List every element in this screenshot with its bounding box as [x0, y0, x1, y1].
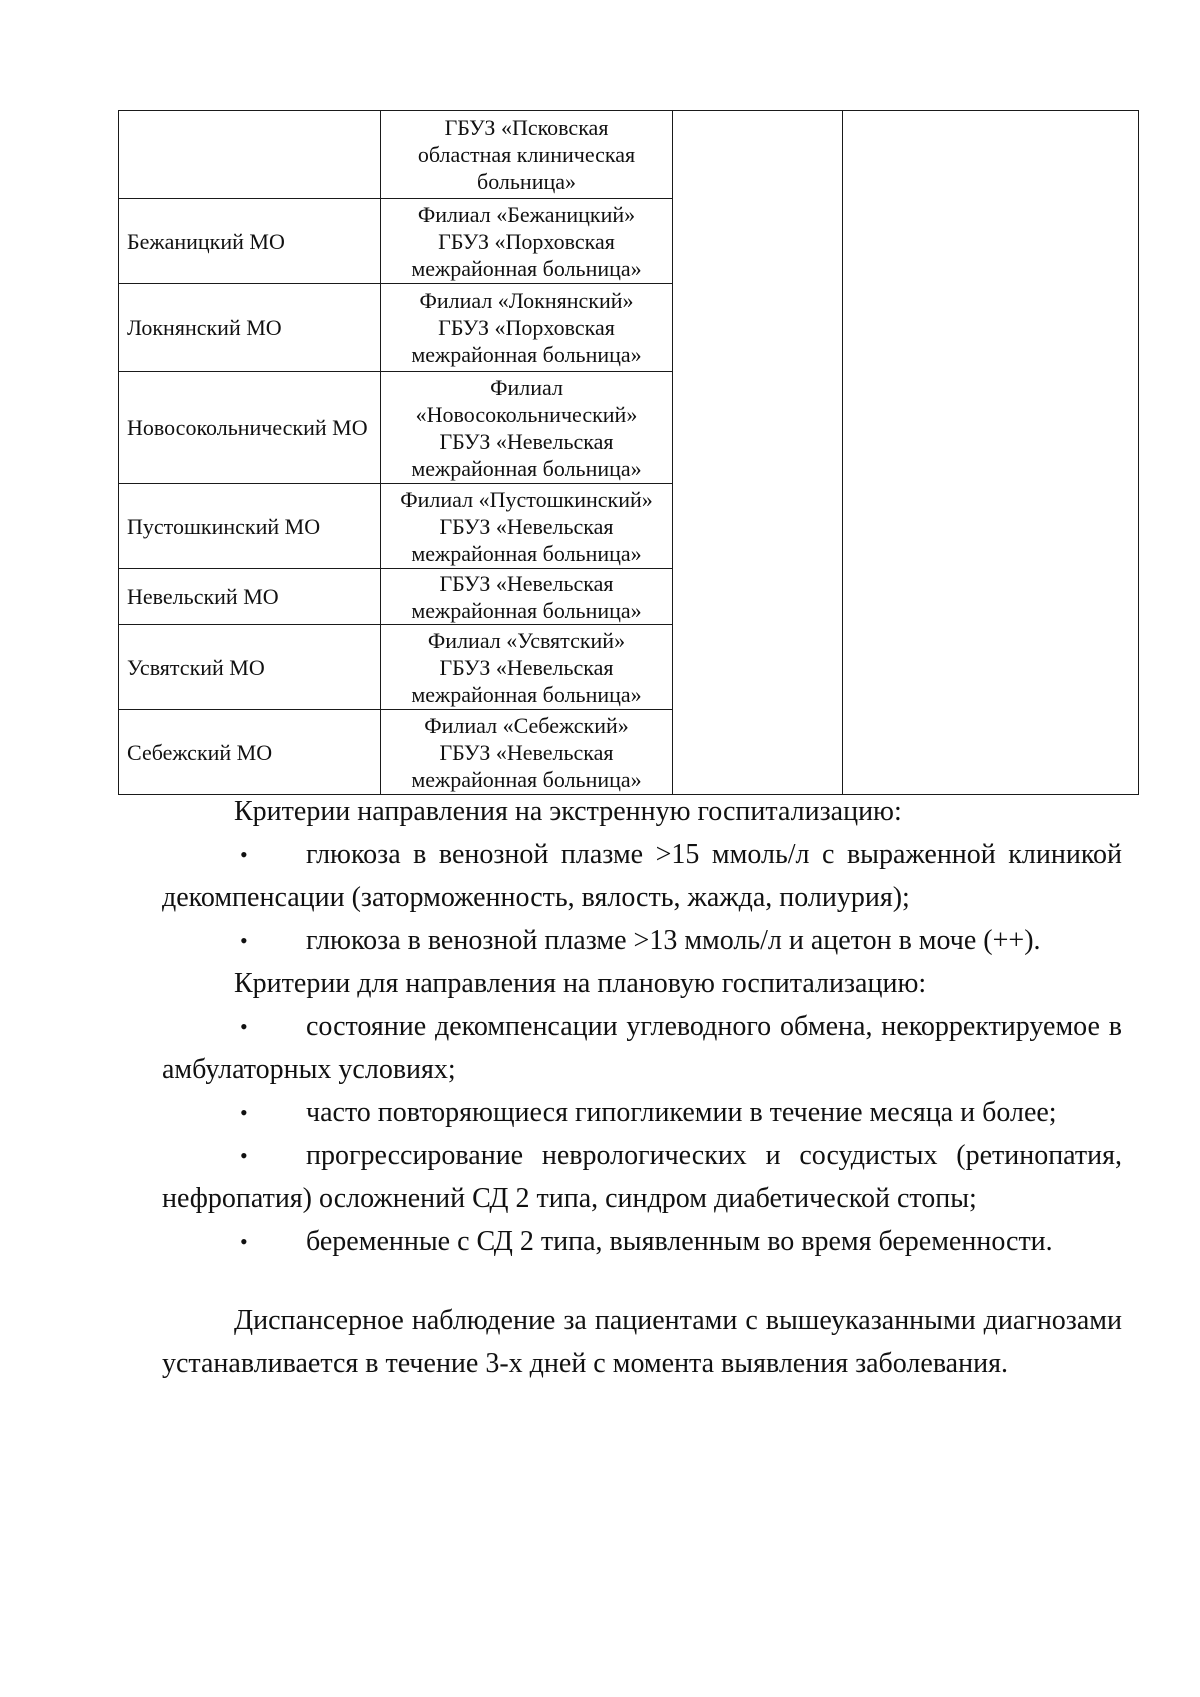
bullet-icon: •	[240, 842, 248, 867]
facility-cell	[381, 484, 673, 569]
bullet-icon: •	[240, 1229, 248, 1254]
facility-line: «Новосокольнический»	[415, 401, 638, 427]
emergency-heading: Критерии направления на экстренную госпитализацию:	[234, 796, 902, 827]
district-cell	[119, 111, 381, 199]
district-cell: Невельский МО	[119, 569, 381, 625]
facility-cell	[381, 372, 673, 484]
facility-line: ГБУЗ «Невельская	[439, 513, 614, 539]
facility-line: Филиал «Локнянский»	[419, 288, 634, 313]
bullet-icon: •	[240, 1014, 248, 1039]
facility-line: Филиал «Пустошкинский»	[400, 486, 653, 512]
facility-line: межрайонная больница»	[411, 681, 642, 707]
facility-cell	[381, 199, 673, 284]
facility-line: ГБУЗ «Невельская	[439, 570, 614, 596]
planned-item: • состояние декомпенсации углеводного обмена, некорректируемое в амбулаторных условиях;	[162, 1005, 1122, 1091]
emergency-item: • глюкоза в венозной плазме >13 ммоль/л и ацетон в моче (++).	[162, 919, 1122, 962]
facility-line: больница»	[477, 169, 576, 194]
district-cell: Пустошкинский МО	[119, 484, 381, 569]
bullet-icon: •	[240, 928, 248, 953]
facility-line: ГБУЗ «Невельская	[439, 739, 614, 765]
facility-line: межрайонная больница»	[411, 255, 642, 281]
district-cell: Новосокольнический МО	[119, 372, 381, 484]
facility-cell	[381, 625, 673, 710]
planned-heading: Критерии для направления на плановую госпитализацию:	[234, 968, 927, 999]
facility-line: межрайонная больница»	[411, 540, 642, 566]
table-row	[119, 111, 1139, 199]
district-cell: Локнянский МО	[119, 284, 381, 372]
facility-line: межрайонная больница»	[411, 766, 642, 792]
bullet-icon: •	[240, 1143, 248, 1168]
planned-item: • часто повторяющиеся гипогликемии в течение месяца и более;	[162, 1091, 1122, 1134]
planned-item: • прогрессирование неврологических и сосудистых (ретинопатия, нефропатия) осложнений СД 2 типа, синдром диабетической стопы;	[162, 1134, 1122, 1220]
criteria-section	[162, 790, 1122, 1385]
dispensary-paragraph: Диспансерное наблюдение за пациентами с вышеуказанными диагнозами устанавливается в течение 3-х дней с момента выявления заболевания.	[162, 1305, 1122, 1379]
facility-line: Филиал «Усвятский»	[427, 627, 626, 653]
empty-cell	[673, 111, 843, 795]
facility-line: ГБУЗ «Порховская	[438, 315, 615, 340]
district-cell: Себежский МО	[119, 710, 381, 795]
empty-cell	[843, 111, 1139, 795]
bullet-icon: •	[240, 1100, 248, 1125]
facility-cell	[381, 111, 673, 199]
facility-line: межрайонная больница»	[411, 455, 642, 481]
facility-cell	[381, 284, 673, 372]
facility-line: Филиал	[490, 374, 563, 400]
facility-cell	[381, 710, 673, 795]
facilities-table	[118, 110, 1139, 795]
facility-line: Филиал «Бежаницкий»	[417, 201, 636, 227]
spacer	[162, 1263, 1122, 1299]
facility-line: Филиал «Себежский»	[424, 712, 629, 738]
planned-item: • беременные с СД 2 типа, выявленным во время беременности.	[162, 1220, 1122, 1263]
facility-line: областная клиническая	[417, 142, 636, 167]
facility-line: межрайонная больница»	[411, 597, 642, 623]
facility-line: ГБУЗ «Невельская	[439, 654, 614, 680]
emergency-item: • глюкоза в венозной плазме >15 ммоль/л с выраженной клиникой декомпенсации (заторможенность, вялость, жажда, полиурия);	[162, 833, 1122, 919]
district-cell: Усвятский МО	[119, 625, 381, 710]
facility-line: межрайонная больница»	[411, 342, 642, 367]
facility-line: ГБУЗ «Порховская	[438, 228, 615, 254]
facilities-table-body	[119, 111, 1139, 795]
district-cell: Бежаницкий МО	[119, 199, 381, 284]
facility-line: ГБУЗ «Псковская	[444, 115, 609, 140]
facility-cell	[381, 569, 673, 625]
facility-line: ГБУЗ «Невельская	[439, 428, 614, 454]
